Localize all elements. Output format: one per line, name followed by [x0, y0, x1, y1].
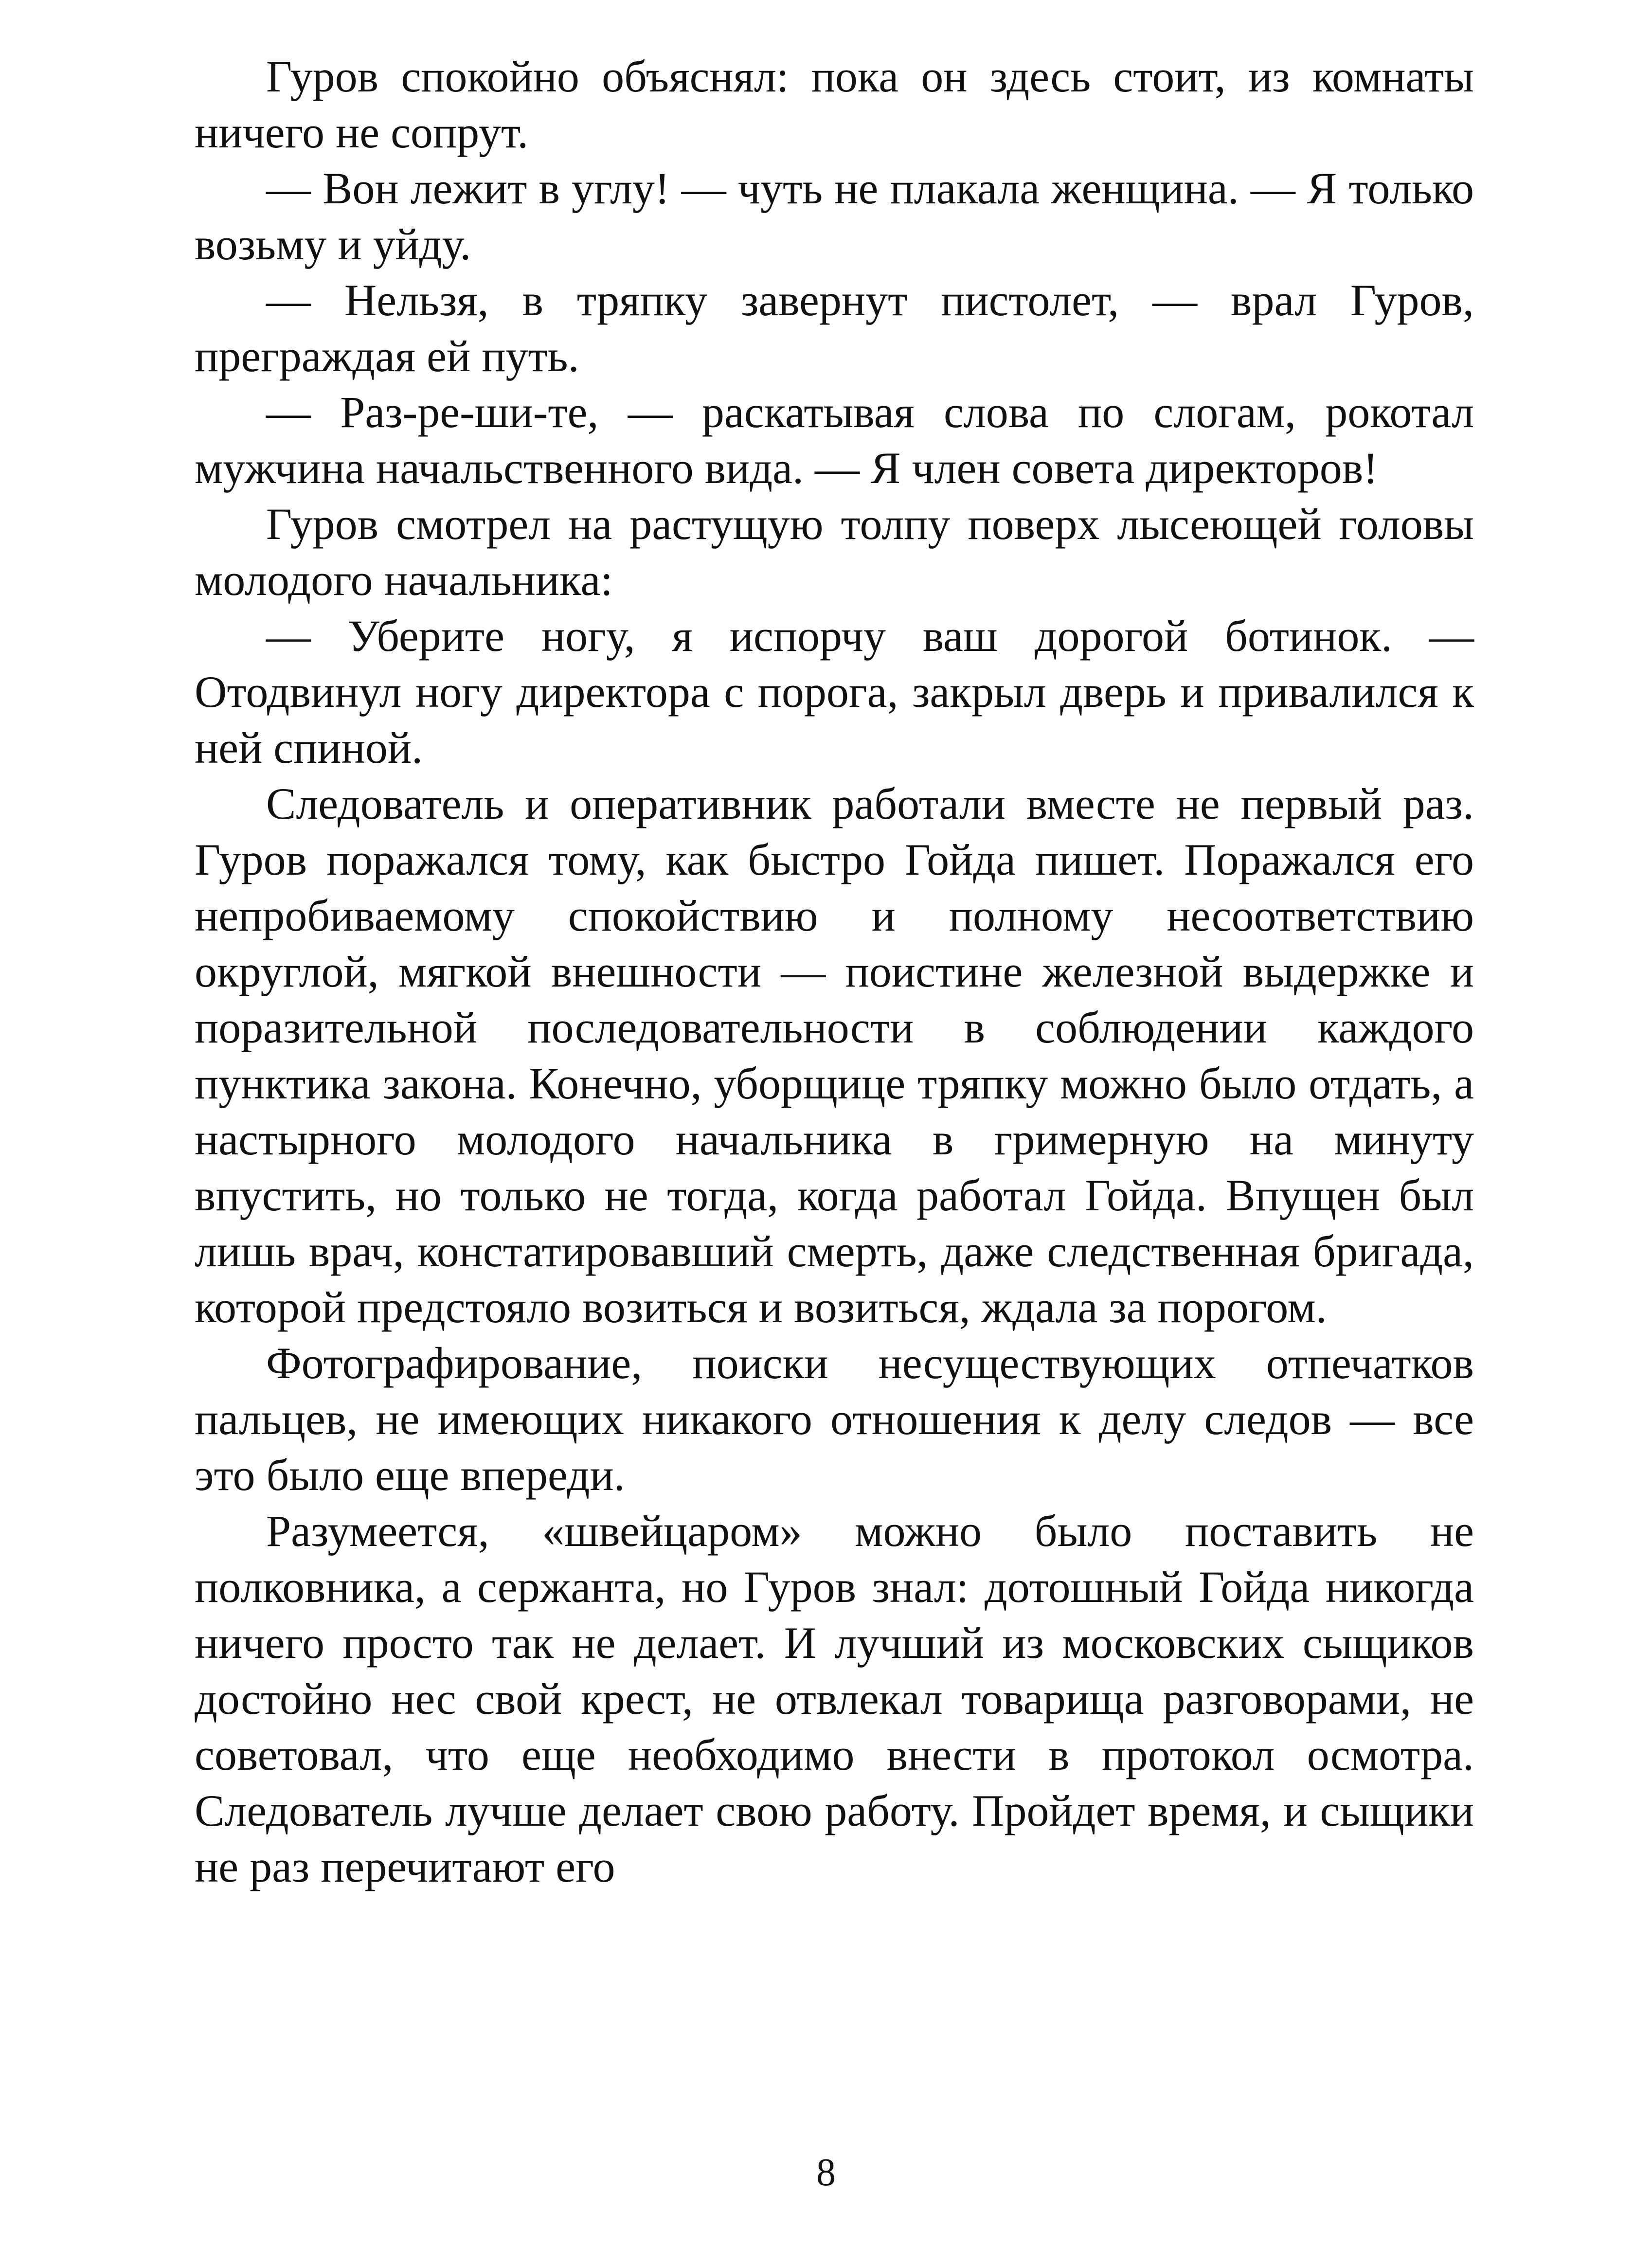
paragraph: Фотографирование, поиски несуществующих отпечатков пальцев, не имеющих никакого отношения к делу следов — все это было еще впереди. — [195, 1338, 1474, 1500]
paragraph: — Раз-ре-ши-те, — раскатывая слова по слогам, рокотал мужчина начальственного вида. — Я член совета директоров! — [195, 387, 1474, 493]
paragraph: — Вон лежит в углу! — чуть не плакала женщина. — Я только возьму и уйду. — [195, 163, 1474, 269]
paragraph: — Нельзя, в тряпку завернут пистолет, — врал Гуров, преграждая ей путь. — [195, 275, 1474, 381]
page-body — [195, 49, 1474, 1895]
paragraph: Гуров смотрел на растущую толпу поверх лысеющей головы молодого начальника: — [195, 499, 1474, 605]
paragraph: Разумеется, «швейцаром» можно было поставить не полковника, а сержанта, но Гуров знал: дотошный Гойда никогда ничего просто так не делает. И лучший из московских сыщиков достойно нес свой крест, не отвлекал товарища разговорами, не советовал, что еще необходимо внести в протокол осмотра. Следователь лучше делает свою работу. Пройдет время, и сыщики не раз перечитают его — [195, 1506, 1474, 1891]
page-number: 8 — [816, 2151, 836, 2194]
paragraph: Следователь и оперативник работали вместе не первый раз. Гуров поражался тому, как быстро Гойда пишет. Поражался его непробиваемому спокойствию и полному несоответствию округлой, мягкой внешности — поистине железной выдержке и поразительной последовательности в соблюдении каждого пунктика закона. Конечно, уборщице тряпку можно было отдать, а настырного молодого начальника в гримерную на минуту впустить, но только не тогда, когда работал Гойда. Впущен был лишь врач, констатировавший смерть, даже следственная бригада, которой предстояло возиться и возиться, ждала за порогом. — [195, 779, 1474, 1332]
paragraph: — Уберите ногу, я испорчу ваш дорогой ботинок. — Отодвинул ногу директора с порога, закрыл дверь и привалился к ней спиной. — [195, 611, 1474, 773]
paragraph: Гуров спокойно объяснял: пока он здесь стоит, из комнаты ничего не сопрут. — [195, 52, 1474, 157]
